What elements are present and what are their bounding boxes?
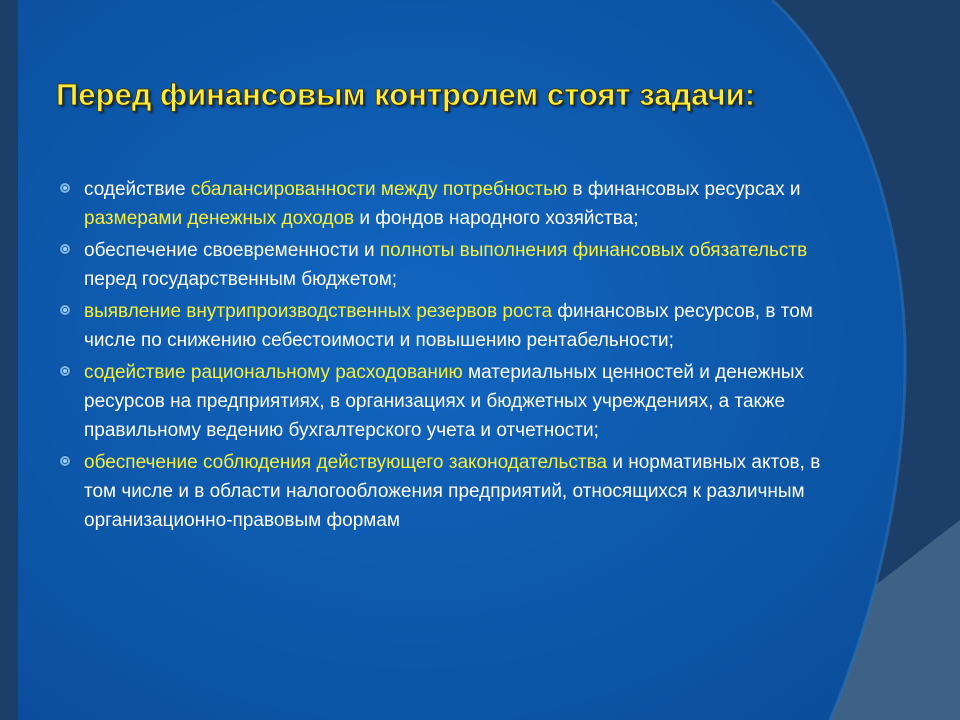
ring-bullet-icon [60,183,70,193]
bullet-text-segment: и фондов народного хозяйства; [354,208,639,229]
bullet-highlight-segment: полноты выполнения финансовых обязательств [379,240,808,261]
bullet-highlight-segment: сбалансированности между потребностью [190,179,568,200]
bullet-item [84,297,844,355]
bullet-text-segment: обеспечение своевременности и [84,240,380,261]
bullet-list [84,175,844,538]
bullet-item [84,448,844,535]
bullet-highlight-segment: размерами денежных доходов [84,208,355,229]
bullet-highlight-segment: выявление внутрипроизводственных резервов роста [84,301,553,322]
bullet-text-segment: в финансовых ресурсах и [567,179,801,200]
bullet-text-segment: финансовых ресурсов, в том числе по снижению себестоимости и повышению рентабельности; [84,301,813,351]
bullet-highlight-segment: обеспечение соблюдения действующего законодательства [84,452,608,473]
slide-title: Перед финансовым контролем стоят задачи: [56,77,756,112]
bullet-item [84,236,844,294]
bullet-item [84,175,844,233]
ring-bullet-icon [60,305,70,315]
bullet-text-segment: и нормативных актов, в том числе и в области налогообложения предприятий, относящихся к различным организационно-правовым формам [84,452,821,531]
ring-bullet-icon [60,456,70,466]
bullet-item [84,358,844,445]
bullet-text-segment: перед государственным бюджетом; [84,269,398,290]
ring-bullet-icon [60,366,70,376]
bullet-text-segment: содействие [84,179,191,200]
bullet-text-segment: материальных ценностей и денежных ресурсов на предприятиях, в организациях и бюджетных учреждениях, а также правильному ведению бухгалтерского учета и отчетности; [84,362,804,441]
bullet-highlight-segment: содействие рациональному расходованию [84,362,463,383]
ring-bullet-icon [60,244,70,254]
